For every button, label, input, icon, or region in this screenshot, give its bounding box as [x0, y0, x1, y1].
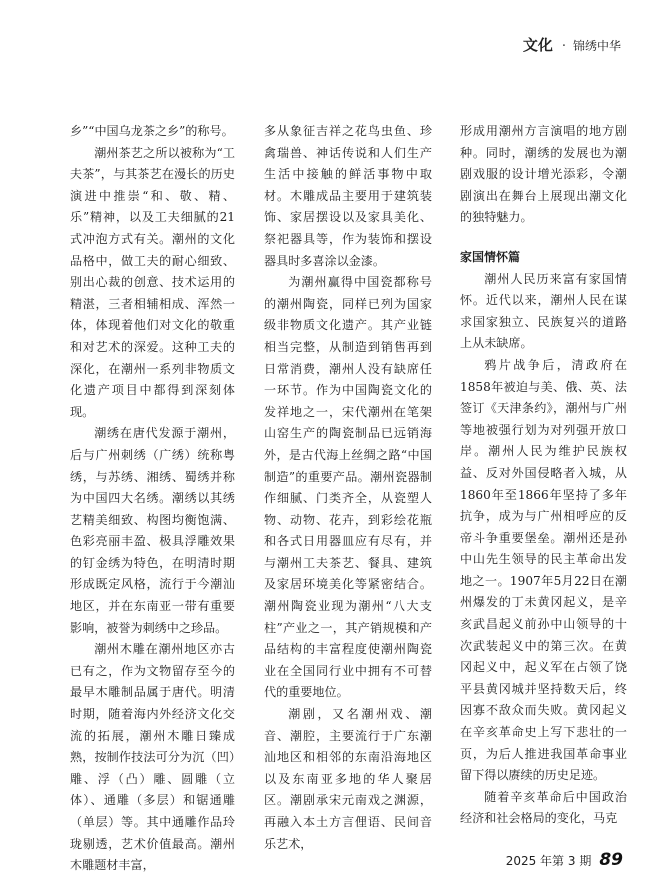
paragraph: 潮州人民历来富有家国情怀。近代以来，潮州人民在谋求国家独立、民族复兴的道路上从未缺席。 — [460, 271, 627, 351]
paragraph: 多从象征吉祥之花鸟虫鱼、珍禽瑞兽、神话传说和人们生产生活中接触的鲜活事物中取材。木雕成品主要用于建筑装饰、家居摆设以及家具美化、祭祀器具等，作为装饰和摆设器具时多喜涂以金漆。 — [264, 124, 432, 268]
paragraph: 鸦片战争后，清政府在1858年被迫与美、俄、英、法签订《天津条约》，潮州与广州等地被强行划为对列强开放口岸。潮州人民为维护民族权益、反对外国侵略者入城，从1860年至1866年坚持了多年抗争，成为与广州相呼应的反帝斗争重要堡垒。潮州还是孙中山先生领导的民主革命出发地之一。1907年5月22日在潮州爆发的丁未黄冈起义，是辛亥武昌起义前孙中山领导的十次武装起义中的第三次。在黄冈起义中，起义军在占领了饶平县黄冈城并坚持数天后，终因寡不敌众而失败。黄冈起义在辛亥革命史上写下悲壮的一页，为后人推进我国革命事业留下得以赓续的历史足迹。 — [460, 357, 627, 783]
section-subheading: 家国情怀篇 — [460, 249, 521, 264]
header-separator: · — [561, 39, 566, 54]
section-title: 文化 — [522, 36, 553, 54]
page-number: 89 — [599, 850, 623, 870]
paragraph: 潮州茶艺之所以被称为“工夫茶”，与其茶艺在漫长的历史演进中推崇“和、敬、精、乐”精神，以及工夫细腻的21式冲泡方式有关。潮州的文化品格中，做工夫的耐心细致、别出心裁的创意、技术运用的精湛，三者相辅相成、浑然一体，体现着他们对文化的敬重和对艺术的深爱。这种工夫的深化，在潮州一系列非物质文化遗产项目中都得到深刻体现。 — [70, 145, 235, 419]
paragraph: 形成用潮州方言演唱的地方剧种。同时，潮绣的发展也为潮剧戏服的设计增光添彩，令潮剧演出在舞台上展现出潮文化的独特魅力。 — [460, 124, 627, 225]
text-column-3 — [460, 121, 627, 830]
paragraph: 随着辛亥革命后中国政治经济和社会格局的变化，马克 — [460, 789, 627, 826]
paragraph: 为潮州赢得中国瓷都称号的潮州陶瓷，同样已列为国家级非物质文化遗产。其产业链相当完整，从制造到销售再到日常消费，潮州人没有缺席任一环节。作为中国陶瓷文化的发祥地之一，宋代潮州在笔架山窑生产的陶瓷制品已远销海外，是古代海上丝绸之路“中国制造”的重要产品。潮州瓷器制作细腻、门类齐全，从瓷塑人物、动物、花卉，到彩绘花瓶和各式日用器皿应有尽有，并与潮州工夫茶艺、餐具、建筑及家居环境美化等紧密结合。潮州陶瓷业现为潮州“八大支柱”产业之一，其产销规模和产品结构的丰富程度使潮州陶瓷业在全国同行业中拥有不可替代的重要地位。 — [264, 275, 432, 700]
paragraph: 潮剧，又名潮州戏、潮音、潮腔，主要流行于广东潮汕地区和相邻的东南沿海地区以及东南亚多地的华人聚居区。潮剧承宋元南戏之渊源，再融入本土方言俚语、民间音乐艺术， — [264, 707, 432, 851]
paragraph: 潮州木雕在潮州地区亦古已有之，作为文物留存至今的最早木雕制品属于唐代。明清时期，随着海内外经济文化交流的拓展，潮州木雕日臻成熟，按制作技法可分为沉（凹）雕、浮（凸）雕、圆雕（立体）、通雕（多层）和锯通雕（单层）等。其中通雕作品玲珑剔透，艺术价值最高。潮州木雕题材丰富， — [70, 642, 235, 873]
paragraph: 乡”“中国乌龙茶之乡”的称号。 — [70, 124, 234, 138]
text-column-2 — [264, 121, 432, 855]
column-name: 锦绣中华 — [572, 39, 621, 53]
text-column-1 — [70, 121, 235, 877]
issue-label: 2025 年第 3 期 — [505, 854, 592, 868]
page-footer — [506, 850, 623, 870]
page-header — [523, 34, 621, 55]
paragraph: 潮绣在唐代发源于潮州，后与广州刺绣（广绣）统称粤绣，与苏绣、湘绣、蜀绣并称为中国四大名绣。潮绣以其绣艺精美细致、构图均衡饱满、色彩亮丽丰盈、极具浮雕效果的钉金绣为特色，在明清时期形成既定风格，流行于今潮汕地区，并在东南亚一带有重要影响，被誉为刺绣中之珍品。 — [70, 426, 235, 635]
